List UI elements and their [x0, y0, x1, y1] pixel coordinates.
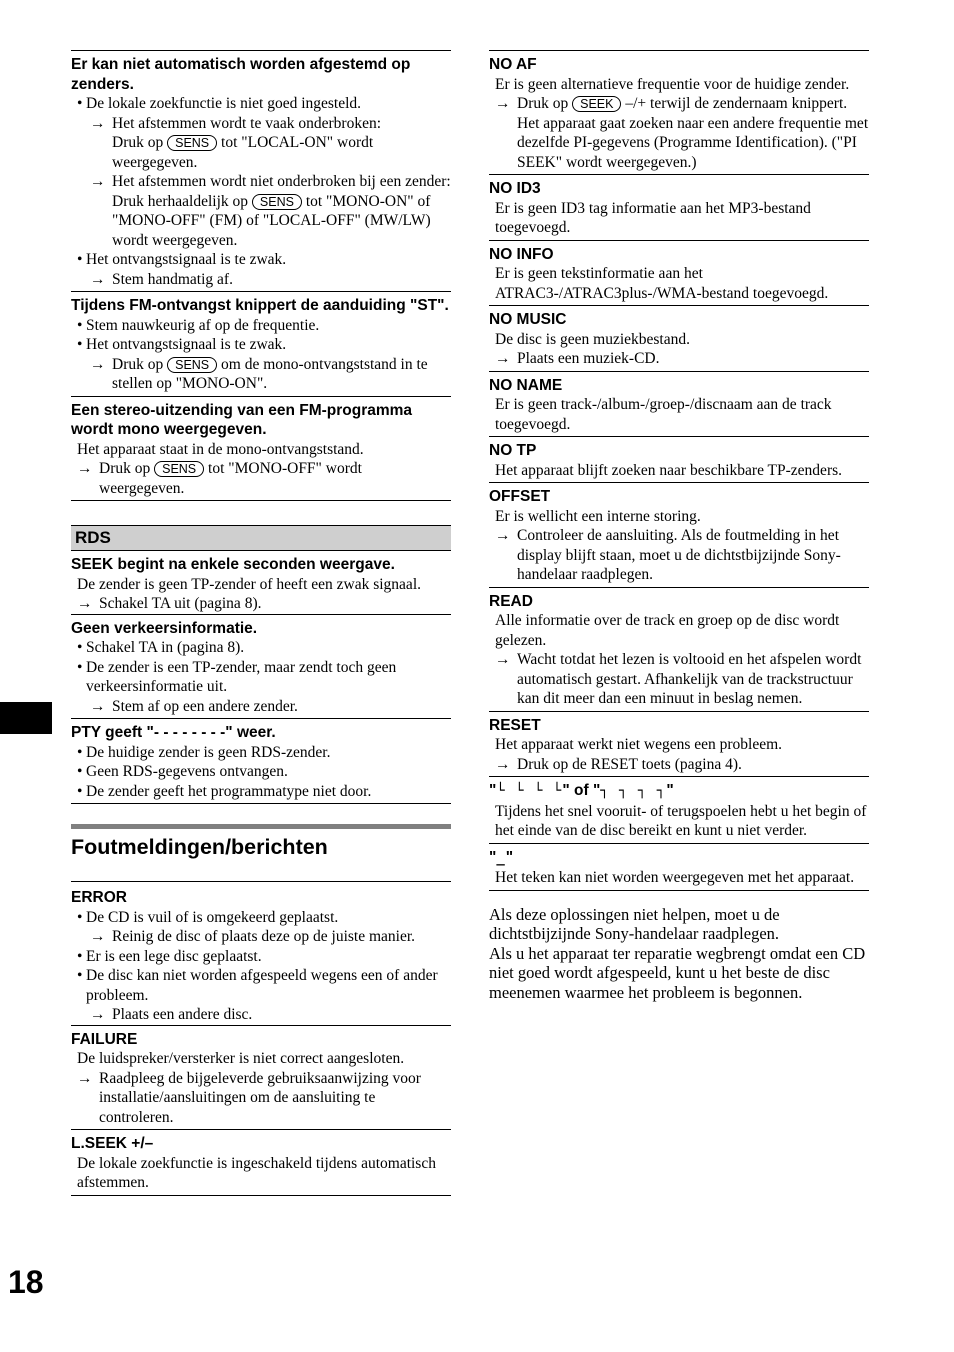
rds-issue-3 [71, 718, 451, 804]
cause-bullet: • De huidige zender is geen RDS-zender. [71, 743, 451, 763]
issue-heading: Een stereo-uitzending van een FM-programma wordt mono weergegeven. [71, 401, 413, 438]
cause-text: De lokale zoekfunctie is ingeschakeld tijdens automatisch afstemmen. [77, 1154, 436, 1191]
cause-text: Het apparaat staat in de mono-ontvangststand. [77, 440, 364, 458]
cause-bullet: • De lokale zoekfunctie is niet goed ingesteld. [71, 94, 451, 114]
cause-bullet: • Het ontvangstsignaal is te zwak. [71, 335, 451, 355]
message-heading: NO INFO [489, 245, 554, 263]
no-name-msg [489, 371, 869, 437]
no-af-msg [489, 50, 869, 174]
closing-paragraph: Als u het apparaat ter reparatie wegbrengt omdat een CD niet goed wordt afgespeeld, kunt u het beste de disc meenemen waarmee het probleem is begonnen. [489, 943, 866, 1002]
no-music-msg [489, 305, 869, 371]
section-title: Foutmeldingen/berichten [71, 824, 451, 882]
message-heading: NO TP [489, 442, 537, 459]
remedy: → Raadpleeg de bijgeleverde gebruiksaanwijzing voor installatie/aansluitingen om de aansluiting te controleren. [71, 1069, 451, 1128]
issue-heading: SEEK begint na enkele seconden weergave. [71, 556, 395, 573]
cause-bullet: • Schakel TA in (pagina 8). [71, 638, 451, 658]
cause-text: Er is geen tekstinformatie aan het ATRAC3-/ATRAC3plus-/WMA-bestand toegevoegd. [495, 265, 829, 302]
message-heading: "_" [489, 848, 514, 866]
tuning-issue-2 [71, 291, 451, 396]
rds-issue-2 [71, 614, 451, 719]
cause-bullet: • De CD is vuil of is omgekeerd geplaatst. [71, 908, 451, 928]
cause-text: Er is wellicht een interne storing. [495, 507, 701, 525]
remedy: → Druk op SENS tot "MONO-OFF" wordt weergegeven. [71, 459, 451, 498]
cause-bullet: • Het ontvangstsignaal is te zwak. [71, 250, 451, 270]
message-heading: NO AF [489, 56, 537, 73]
error-msg [71, 882, 451, 1025]
cause-text: Er is geen ID3 tag informatie aan het MP3-bestand toegevoegd. [495, 199, 811, 236]
closing-paragraph: Als deze oplossingen niet helpen, moet u de dichtstbijzijnde Sony-handelaar raadplegen. [489, 904, 780, 943]
cause-text: Het apparaat blijft zoeken naar beschikbare TP-zenders. [495, 461, 843, 479]
remedy-detail: Druk herhaaldelijk op SENS tot "MONO-ON" of "MONO-OFF" (FM) of "LOCAL-OFF" (MW/LW) wordt weergegeven. [112, 192, 431, 249]
remedy: → Druk op SENS om de mono-ontvangststand in te stellen op "MONO-ON". [71, 355, 451, 394]
cause-bullet: • De zender is een TP-zender, maar zendt toch geen verkeersinformatie uit. [71, 658, 451, 697]
cause-text: Er is geen alternatieve frequentie voor de huidige zender. [495, 75, 850, 93]
remedy: → Plaats een andere disc. [71, 1005, 451, 1025]
section-tab-marker [0, 702, 52, 734]
cause-bullet: • Stem nauwkeurig af op de frequentie. [71, 316, 451, 336]
issue-heading: Er kan niet automatisch worden afgestemd op zenders. [71, 56, 411, 93]
remedy: → Druk op SEEK –/+ terwijl de zendernaam knippert. Het apparaat gaat zoeken naar een andere frequentie met dezelfde PI-gegevens (Programme Identification). ("PI SEEK" wordt weergegeven.) [489, 94, 869, 172]
issue-heading: Geen verkeersinformatie. [71, 619, 258, 637]
message-heading: L.SEEK +/– [71, 1135, 154, 1152]
sens-key: SENS [167, 357, 217, 373]
no-id3-msg [489, 174, 869, 240]
message-heading: ERROR [71, 889, 127, 906]
segment-limit-msg [489, 776, 869, 843]
read-msg [489, 587, 869, 711]
cause-text: De disc is geen muziekbestand. [495, 330, 690, 348]
message-heading: "└ └ └ └" of "┐ ┐ ┐ ┐" [489, 782, 674, 799]
no-info-msg [489, 240, 869, 306]
lseek-msg [71, 1129, 451, 1196]
sens-key: SENS [167, 135, 217, 151]
rds-issue-1 [71, 551, 451, 614]
failure-msg [71, 1025, 451, 1130]
sens-key: SENS [154, 461, 204, 477]
tuning-issue-1 [71, 50, 451, 291]
cause-text: Het apparaat werkt niet wegens een probleem. [495, 736, 783, 753]
sens-key: SENS [252, 194, 302, 210]
message-heading: READ [489, 592, 533, 610]
page-number: 18 [8, 1264, 44, 1300]
message-heading: RESET [489, 716, 541, 734]
cause-text: De zender is geen TP-zender of heeft een zwak signaal. [77, 575, 421, 593]
cause-bullet: • Geen RDS-gegevens ontvangen. [71, 762, 451, 782]
cause-bullet: • De zender geeft het programmatype niet door. [71, 782, 451, 802]
remedy: → Reinig de disc of plaats deze op de juiste manier. [71, 927, 451, 947]
no-tp-msg [489, 436, 869, 482]
left-column [71, 50, 451, 1196]
cause-text: Alle informatie over de track en groep op de disc wordt gelezen. [495, 612, 840, 649]
cause-text: De luidspreker/versterker is niet correct aangesloten. [77, 1050, 405, 1067]
cause-text: Het teken kan niet worden weergegeven met het apparaat. [495, 869, 855, 886]
cause-bullet: • De disc kan niet worden afgespeeld wegens een of ander probleem. [71, 966, 451, 1005]
reset-msg [489, 711, 869, 777]
remedy: → Stem af op een andere zender. [71, 697, 451, 717]
seek-key: SEEK [572, 96, 621, 112]
rds-section-header: RDS [71, 525, 451, 551]
cause-text: Tijdens het snel vooruit- of terugspoelen hebt u het begin of het einde van de disc bereikt en kunt u niet verder. [495, 802, 867, 839]
message-heading: NO ID3 [489, 180, 541, 197]
right-column [489, 50, 869, 1002]
issue-heading: Tijdens FM-ontvangst knippert de aanduiding "ST". [71, 297, 449, 314]
tuning-issue-3 [71, 396, 451, 502]
message-heading: NO NAME [489, 376, 563, 394]
cause-text: Er is geen track-/album-/groep-/discnaam aan de track toegevoegd. [495, 396, 832, 433]
remedy: → Druk op de RESET toets (pagina 4). [489, 755, 869, 775]
unsupported-char-msg [489, 843, 869, 891]
message-heading: OFFSET [489, 488, 551, 505]
cause-bullet: • Er is een lege disc geplaatst. [71, 947, 451, 967]
offset-msg [489, 482, 869, 587]
remedy: → Het afstemmen wordt te vaak onderbroken: [71, 114, 451, 134]
segment-display-glyph: └ └ └ └ [496, 783, 563, 799]
issue-heading: PTY geeft "- - - - - - - -" weer. [71, 724, 276, 741]
remedy: → Stem handmatig af. [71, 270, 451, 290]
remedy: → Het afstemmen wordt niet onderbroken bij een zender: [71, 172, 451, 192]
remedy: → Wacht totdat het lezen is voltooid en het afspelen wordt automatisch gestart. Afhankelijk van de trackstructuur kan dit meer dan een minuut in beslag nemen. [489, 650, 869, 709]
remedy: → Controleer de aansluiting. Als de foutmelding in het display blijft staan, moet u de dichtstbijzijnde Sony-handelaar raadplegen. [489, 526, 869, 585]
message-heading: NO MUSIC [489, 311, 567, 328]
segment-display-glyph: _ [496, 849, 506, 866]
remedy-detail: Druk op SENS tot "LOCAL-ON" wordt weergegeven. [112, 134, 374, 171]
remedy: → Schakel TA uit (pagina 8). [71, 594, 451, 614]
message-heading: FAILURE [71, 1030, 138, 1048]
remedy: → Plaats een muziek-CD. [489, 349, 869, 369]
segment-display-glyph: ┐ ┐ ┐ ┐ [600, 783, 667, 799]
